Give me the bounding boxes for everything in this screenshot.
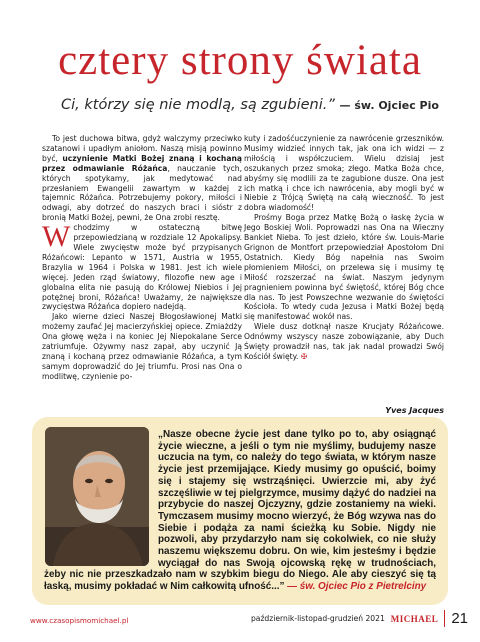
page-number: 21 (444, 610, 468, 627)
article-signature: Yves Jacques (385, 406, 444, 415)
photo-spacer (44, 429, 158, 569)
paragraph: Prośmy Boga przez Matkę Bożą o łaskę życia w Jego Boskiej Woli. Poprowadzi nas Ona na Wieczny Bankiet Nieba. To jest dzieło, które św. Louis-Marie Grignon de Montfort przepowiedział Apostołom Dni Ostatnich. Kiedy Bóg napełnia nas Swoim płomieniem Miłości, on przelewa się i musimy tę Miłość rozszerzać na świat. Naszym jedynym pragnieniem powinna być świętość, której Bóg chce dla nas. To jest Powszechne wezwanie do świętości Kościoła. To wtedy cuda Jezusa i Matki Bożej będą się manifestować wokół nas. (244, 213, 444, 322)
article-column-left (42, 134, 242, 382)
paragraph: Jako wierne dzieci Naszej Błogosławionej Matki możemy zaufać Jej macierzyńskiej opiece. Zmiażdży Ona głowę węża i na koniec Jej Niepokalane Serce zatriumfuje. Ożywmy nasz zapał, aby uczynić Ją znaną i kochaną przez odmawianie Różańca, a tym samym doprowadzić do Jej triumfu. Prosi nas Ona o modlitwę, czynienie po- (42, 312, 242, 381)
drop-cap: W (42, 220, 71, 254)
text-run: chodzimy w ostateczną bitwę przepowiedzianą w rozdziale 12 Apokalipsy. Wiele zwycięstw może być przypisanych Różańcowi: Lepanto w 1571, Austria w 1955, Brazylia w 1964 i Polska w 1981. Jest ich wiele więcej. Jeden rząd światowy, filozofie new age i globalna elita nie pasują do Królowej Niebios i Jej potężnej broni, Różańca! Uważamy, że największe zwycięstwa Różańca dopiero nadejdą. (42, 223, 242, 312)
cross-icon: ✠ (300, 351, 308, 361)
emphasis-text: uczynienie Matki Bożej znaną i kochaną przez odmawianie Różańca (42, 153, 242, 173)
header-quote-text: Ci, którzy się nie modlą, są zgubieni.” (61, 97, 335, 113)
header-quote (40, 96, 460, 115)
paragraph (42, 220, 242, 312)
box-quote: „Nasze obecne życie jest dane tylko po to, aby osiągnąć życie wieczne, a jeśli o tym nie myślimy, budujemy nasze uczucia na tym, co należy do tego świata, w którym nasze życie jest przemijające. Kiedy musimy go opuścić, boimy się i stajemy się wstrząśnięci. Uwierzcie mi, aby żyć szczęśliwie w tej pielgrzymce, musimy dążyć do nadziei na przybycie do naszej Ojczyzny, gdzie zostaniemy na wieki. Tymczasem musimy mocno wierzyć, że Bóg wzywa nas do Siebie i podąża za nami ścieżką ku Sobie. Nigdy nie pozwoli, aby przydarzyło nam się cokolwiek, co nie służy naszemu większemu dobru. On wie, kim jesteśmy i będzie wyciągał do nas Swoją ojcowską rękę w trudnościach, żeby nic nie przeszkadzało nam w szybkim biegu do Niego. Ale aby cieszyć się tą łaską, musimy pokładać w Nim całkowitą ufność...” (44, 429, 436, 593)
article-column-right (244, 134, 444, 362)
text-run: , nauczanie tych, których spotykamy, jak medytować nad przesłaniem Ewangelii zawartym w każdej z tajemnic Różańca. Potrzebujemy pokory, miłości i odwagi, aby dotrzeć do naszych braci i sióstr z bronią Matki Bożej, pewni, że Ona zrobi resztę. (42, 163, 242, 223)
footer-issue: październik-listopad-grudzień 2021 (250, 614, 385, 623)
header-quote-author: — św. Ojciec Pio (339, 99, 439, 112)
quote-box-text (44, 429, 436, 593)
footer-magazine: MICHAEL (390, 613, 439, 624)
paragraph (42, 134, 242, 223)
text-run: To jest duchowa bitwa, gdyż walczymy przeciwko szatanowi i upadłym aniołom. Naszą misją powinno być, (42, 134, 242, 163)
paragraph (244, 322, 444, 362)
box-quote-author: — św. Ojciec Pio z Pietrelciny (287, 581, 427, 593)
footer-url: www.czasopismomichael.pl (30, 616, 129, 625)
article-title: cztery strony świata (58, 37, 422, 84)
footer-right (251, 610, 468, 627)
text-run: Wiele dusz dotknął nasze Krucjaty Różańcowe. Odnówmy wszyscy nasze zobowiązanie, aby Duch Święty prowadził nas, tak jak nadal prowadzi Swój Kościół święty. (244, 322, 444, 361)
paragraph: kuty i zadośćuczynienie za nawrócenie grzeszników. Musimy widzieć innych tak, jak ona ich widzi — z miłością i współczuciem. Wielu dzisiaj jest oszukanych przez smoka; złego. Matka Boża chce, abyśmy się modlili za te zagubione dusze. Ona jest ich matką i chce ich nawrócenia, aby mogli być w Niebie z Trójcą Świętą na całą wieczność. To jest dobra wiadomość! (244, 134, 444, 213)
